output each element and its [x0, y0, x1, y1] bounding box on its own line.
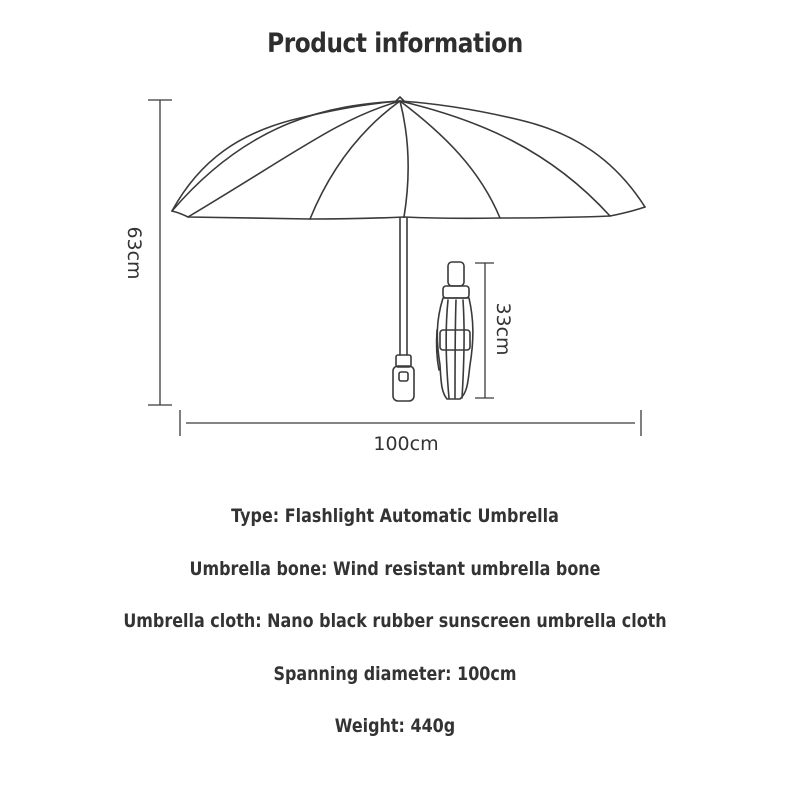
folded-umbrella [437, 262, 473, 399]
height-folded-label: 33cm [492, 302, 514, 356]
open-umbrella-shaft [393, 218, 414, 401]
height-open-label: 63cm [123, 226, 145, 280]
spec-umbrella-cloth: Umbrella cloth: Nano black rubber sunscreen umbrella cloth [123, 610, 667, 632]
spec-list [0, 498, 790, 761]
width-open-label: 100cm [373, 433, 439, 455]
open-umbrella-canopy [172, 97, 645, 219]
height-folded-dimension [475, 263, 494, 398]
page-title: Product information [267, 28, 523, 59]
spec-spanning-diameter: Spanning diameter: 100cm [273, 662, 517, 685]
spec-umbrella-bone: Umbrella bone: Wind resistant umbrella bone [189, 557, 601, 580]
spec-type: Type: Flashlight Automatic Umbrella [231, 505, 559, 527]
spec-weight: Weight: 440g [334, 715, 456, 737]
height-open-dimension [148, 100, 172, 405]
